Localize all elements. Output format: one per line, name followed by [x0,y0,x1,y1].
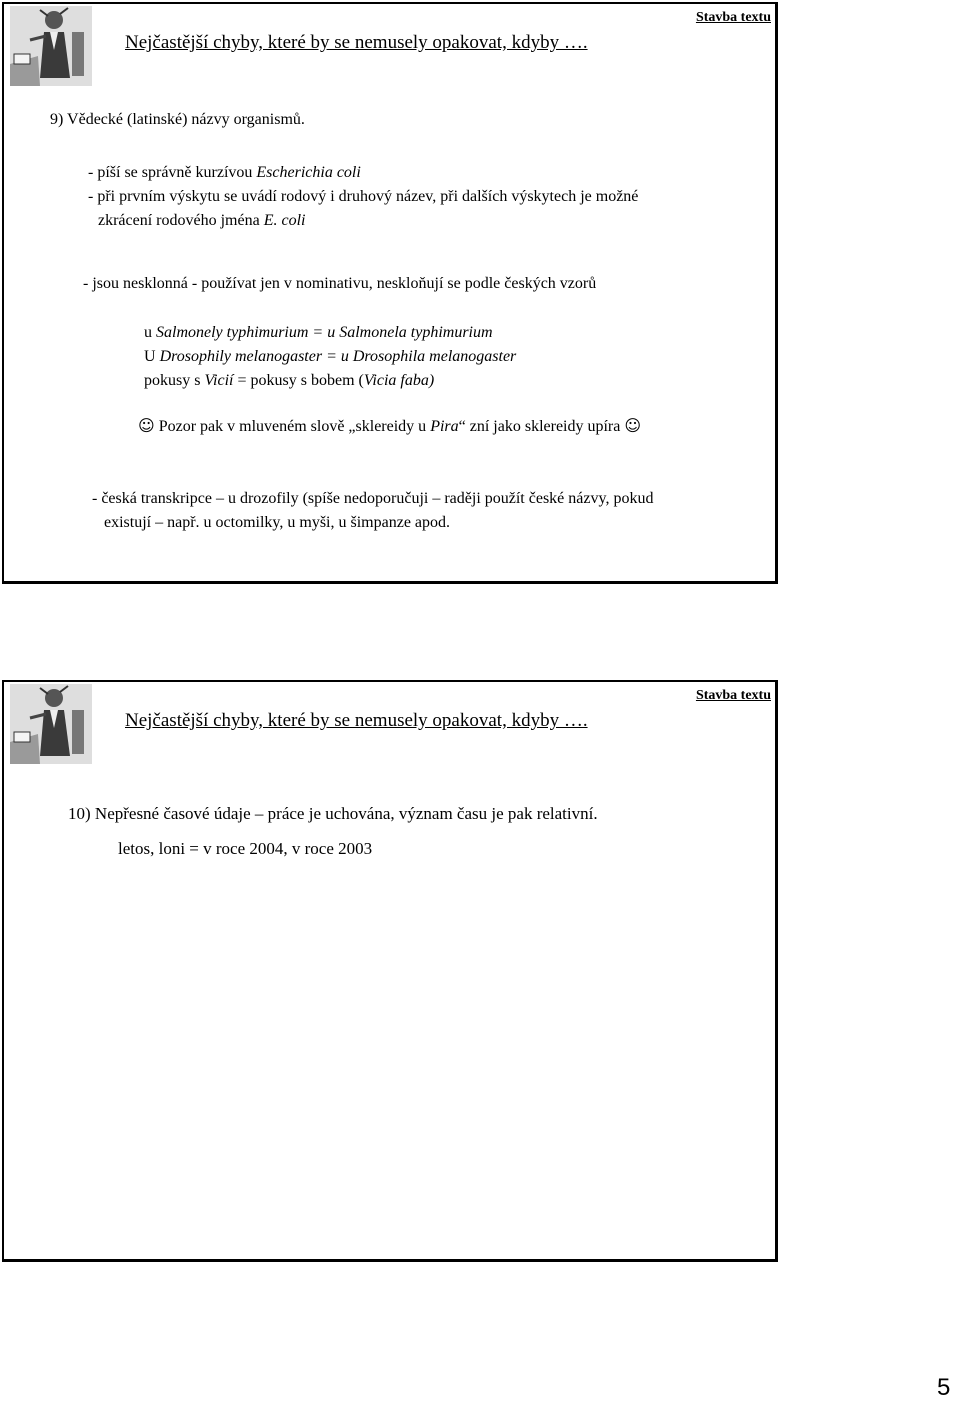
slide-heading: 9) Vědecké (latinské) názvy organismů. [50,111,305,128]
example-prefix: pokusy s [144,372,205,389]
example-latin: Vicia faba) [363,372,435,389]
slide-1 [2,2,778,584]
professor-illustration-icon [10,684,92,764]
example-text: = pokusy s bobem ( [233,372,364,389]
smiley-face-icon: ☺ [624,416,642,435]
bullet-first-occurrence-continued [98,209,305,233]
section-tag: Stavba textu [695,688,771,703]
slide-title: Nejčastější chyby, které by se nemusely opakovat, kdyby …. [125,32,588,53]
example-latin: Vicií [204,372,234,389]
latin-example: Escherichia coli [256,164,361,181]
bullet-text: - píší se správně kurzívou [88,164,257,181]
latin-example: E. coli [263,212,306,229]
note-text: Pozor pak v mluveném slově „sklereidy u [154,418,431,435]
example-latin: Drosophily melanogaster = u Drosophila melanogaster [159,348,517,365]
pozor-note [138,414,641,439]
example-drosophila [144,345,516,369]
example-vicia [144,369,434,393]
bullet-text: zkrácení rodového jména [98,212,264,229]
professor-illustration-icon [10,6,92,86]
example-prefix: u [144,324,156,341]
note-latin: Pira [430,418,459,435]
smiley-face-icon: ☺ [138,416,155,435]
bullet-czech-transcription: - česká transkripce – u drozofily (spíše nedoporučuji – raději použít české názvy, pokud [92,490,654,507]
bullet-first-occurrence: - při prvním výskytu se uvádí rodový i druhový název, při dalších výskytech je možné [88,188,639,205]
slide-2 [2,680,778,1262]
bullet-czech-transcription-continued: existují – např. u octomilky, u myši, u šimpanze apod. [104,514,451,531]
example-latin: Salmonely typhimurium = u Salmonela typhimurium [156,324,493,341]
note-text: “ zní jako sklereidy upíra [458,418,625,435]
example-prefix: U [144,348,160,365]
page-number: 5 [937,1374,951,1401]
slide-title: Nejčastější chyby, které by se nemusely opakovat, kdyby …. [125,710,588,731]
example-time: letos, loni = v roce 2004, v roce 2003 [118,839,373,858]
bullet-indeclinable: - jsou nesklonná - používat jen v nominativu, neskloňují se podle českých vzorů [83,275,597,292]
slide-heading: 10) Nepřesné časové údaje – práce je uchována, význam času je pak relativní. [68,804,598,823]
section-tag: Stavba textu [695,10,771,25]
example-salmonella [144,321,493,345]
bullet-italic-rule [88,161,361,185]
